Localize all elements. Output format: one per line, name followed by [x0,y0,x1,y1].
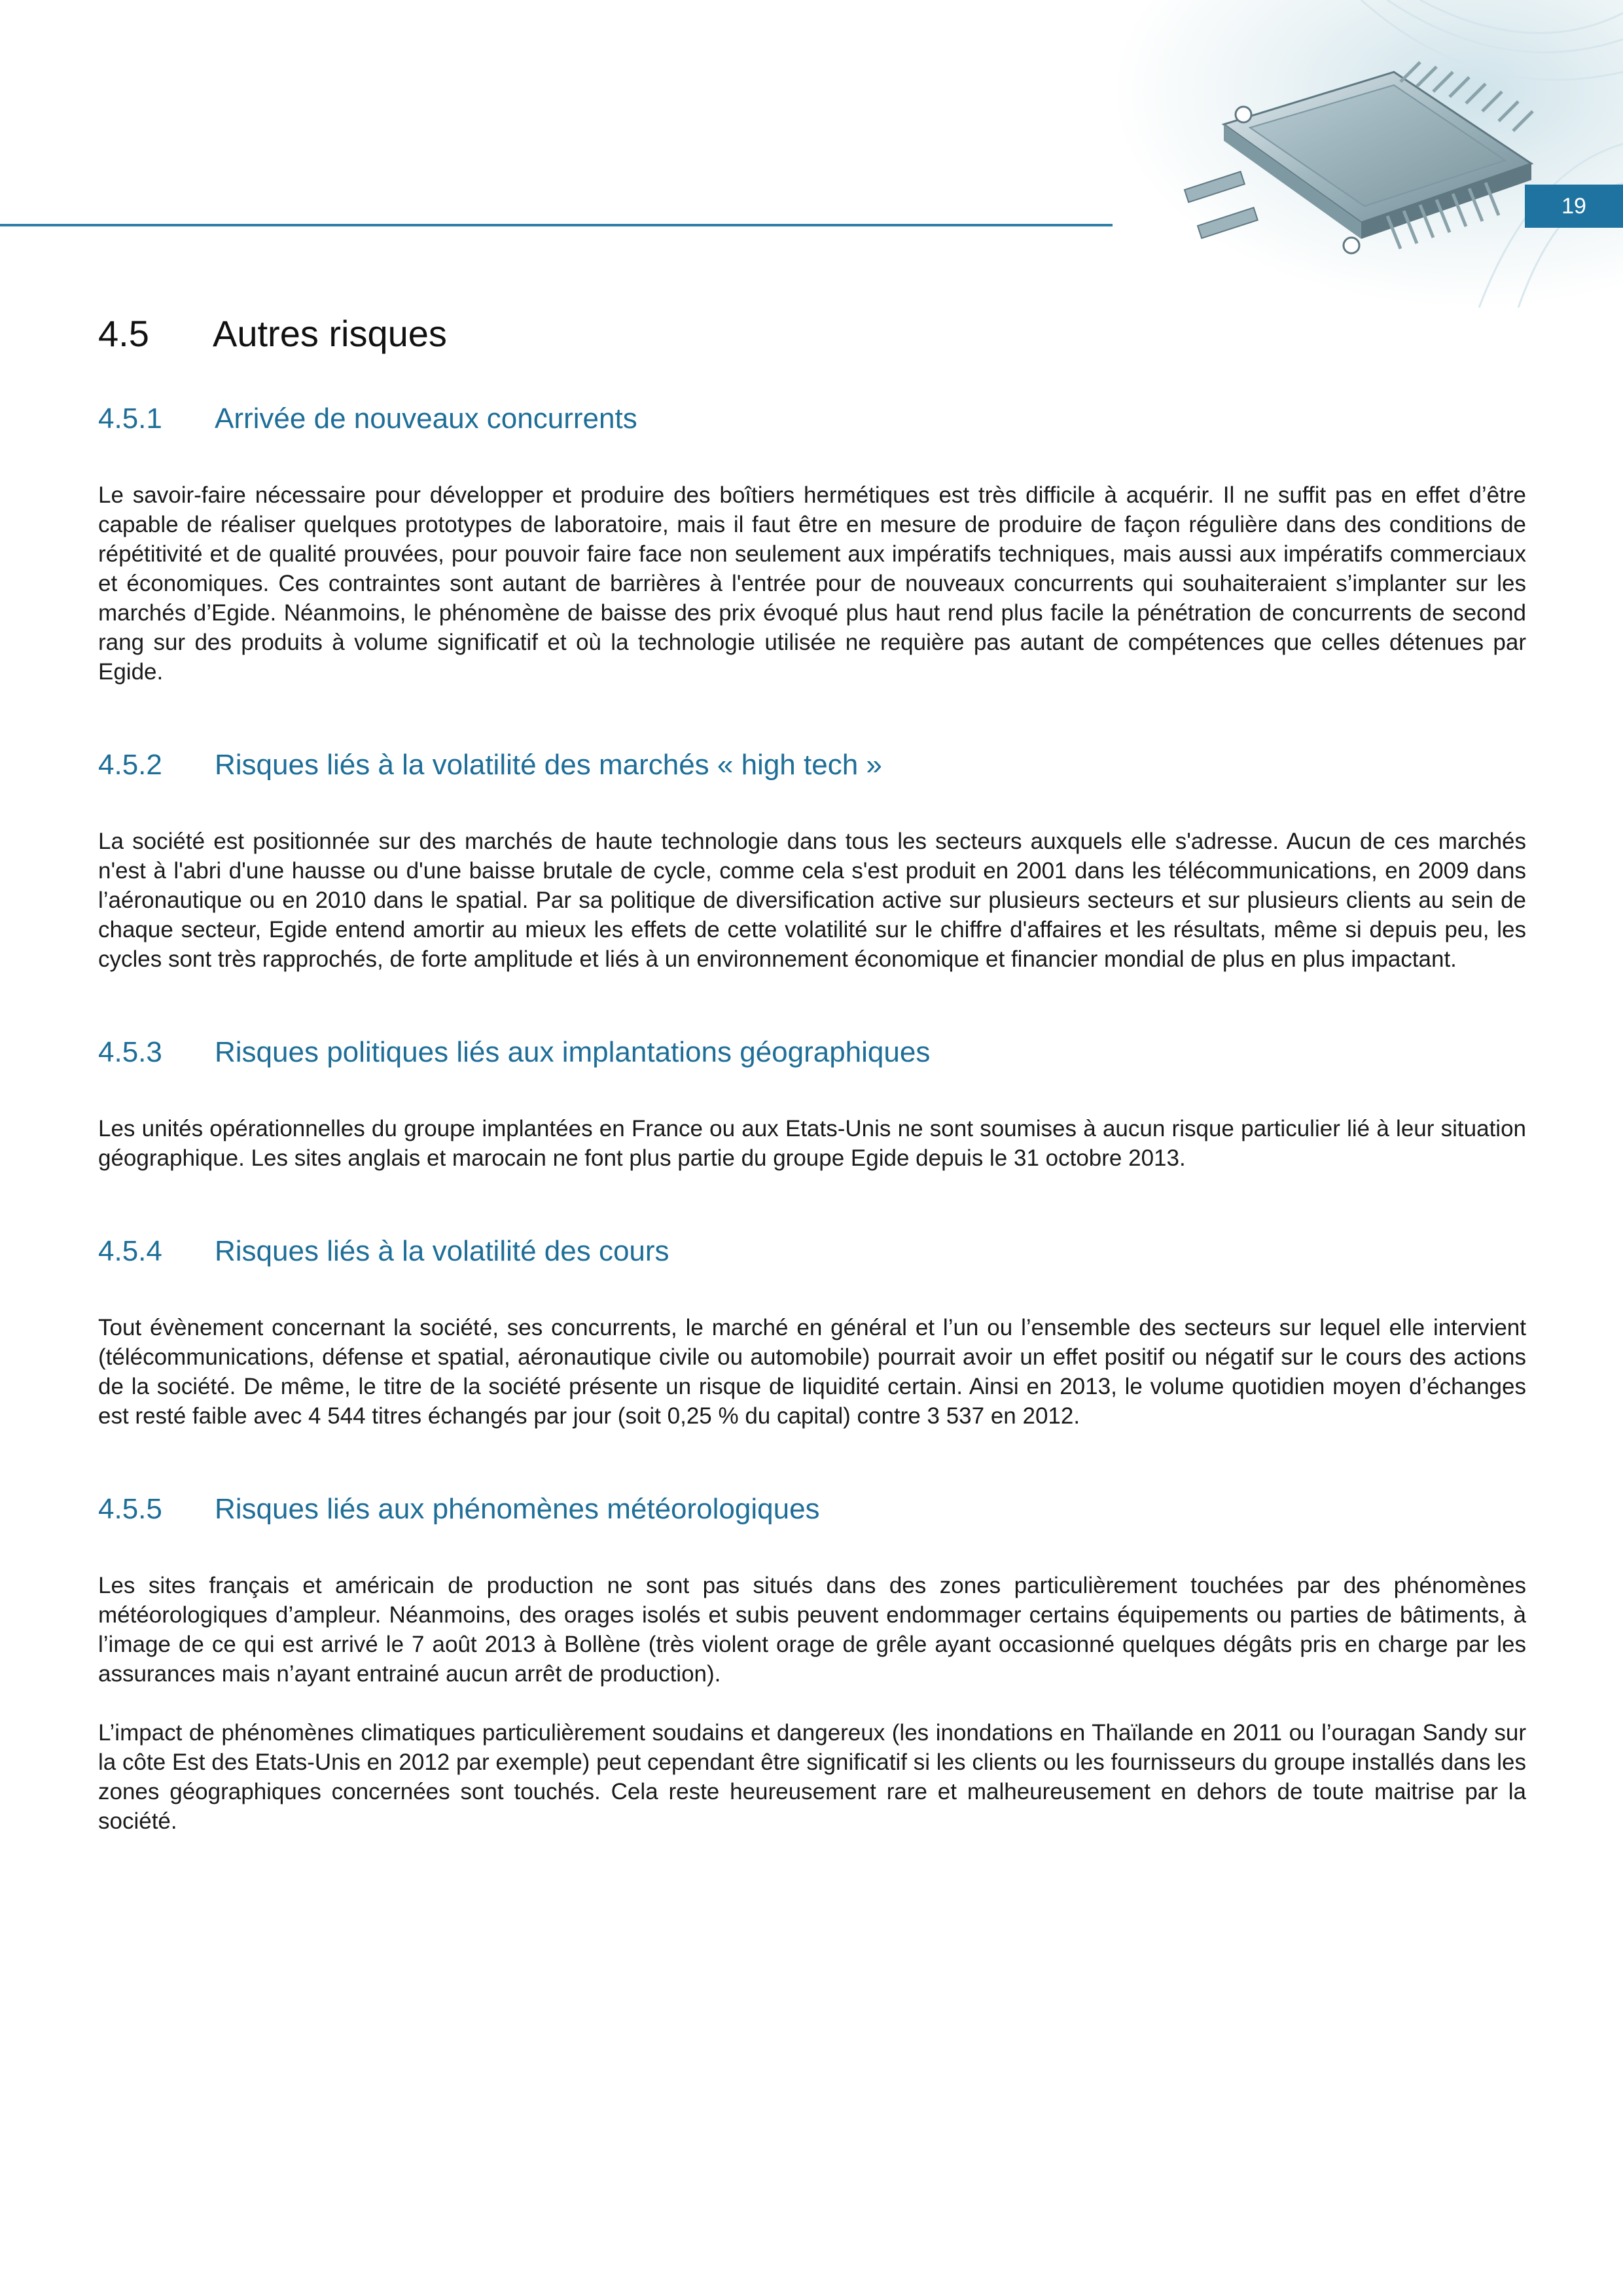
page-number: 19 [1525,185,1623,228]
subsection-title: Risques politiques liés aux implantations géographiques [215,1036,931,1068]
paragraph: Les unités opérationnelles du groupe implantées en France ou aux Etats-Unis ne sont soumises à aucun risque particulier lié à leur situation géographique. Les sites anglais et marocain ne font plus partie du groupe Egide depuis le 31 octobre 2013. [98,1116,1526,1171]
paragraph: Tout évènement concernant la société, ses concurrents, le marché en général et l’un ou l’ensemble des secteurs sur lequel elle intervient (télécommunications, défense et spatial, aéronautique civile ou automobile) pourrait avoir un effet positif ou négatif sur le cours des actions de la société. De même, le titre de la société présente un risque de liquidité certain. Ainsi en 2013, le volume quotidien moyen d’échanges est resté faible avec 4 544 titres échangés par jour (soit 0,25 % du capital) contre 3 537 en 2012. [98,1315,1526,1429]
header-rule [0,224,1114,226]
page-content [98,308,1526,1895]
subsection-heading [98,1232,1526,1271]
subsection-heading [98,745,1526,785]
paragraph: Les sites français et américain de production ne sont pas situés dans des zones particulièrement touchées par des phénomènes météorologiques d’ampleur. Néanmoins, des orages isolés et subis peuvent endommager certains équipements ou parties de bâtiments, à l’image de ce qui est arrivé le 7 août 2013 à Bollène (très violent orage de grêle ayant occasionné quelques dégâts pris en charge par les assurances mais n’ayant entrainé aucun arrêt de production). [98,1573,1526,1687]
subsection-heading [98,1490,1526,1529]
paragraph: La société est positionnée sur des marchés de haute technologie dans tous les secteurs auxquels elle s'adresse. Aucun de ces marchés n'est à l'abri d'une hausse ou d'une baisse brutale de cycle, comme cela s'est produit en 2001 dans les télécommunications, en 2009 dans l’aéronautique ou en 2010 dans le spatial. Par sa politique de diversification active sur plusieurs secteurs et sur plusieurs clients au sein de chaque secteur, Egide entend amortir au mieux les effets de cette volatilité sur le chiffre d'affaires et les résultats, même si depuis peu, les cycles sont très rapprochés, de forte amplitude et liés à un environnement économique et financier mondial de plus en plus impactant. [98,829,1526,972]
subsection-number: 4.5.1 [98,403,162,435]
subsection-heading [98,399,1526,439]
subsection-title: Risques liés à la volatilité des cours [215,1235,669,1267]
paragraph: Le savoir-faire nécessaire pour développer et produire des boîtiers hermétiques est très difficile à acquérir. Il ne suffit pas en effet d’être capable de réaliser quelques prototypes de laboratoire, mais il faut être en mesure de produire de façon régulière dans des conditions de répétitivité et de qualité prouvées, pour pouvoir faire face non seulement aux impératifs techniques, mais aussi aux impératifs commerciaux et économiques. Ces contraintes sont autant de barrières à l'entrée pour de nouveaux concurrents qui souhaiteraient s’implanter sur les marchés d’Egide. Néanmoins, le phénomène de baisse des prix évoqué plus haut rend plus facile la pénétration de concurrents de second rang sur des produits à volume significatif et où la technologie utilisée ne requière pas autant de compétences que celles détenues par Egide. [98,482,1526,685]
hermetic-package-illustration [1113,0,1623,308]
subsection-number: 4.5.2 [98,749,162,781]
subsection-number: 4.5.4 [98,1235,162,1267]
section-heading [98,308,1526,360]
subsection-number: 4.5.3 [98,1036,162,1068]
subsection-title: Risques liés à la volatilité des marchés « high tech » [215,749,882,781]
paragraph: L’impact de phénomènes climatiques particulièrement soudains et dangereux (les inondations en Thaïlande en 2011 ou l’ouragan Sandy sur la côte Est des Etats-Unis en 2012 par exemple) peut cependant être significatif si les clients ou les fournisseurs du groupe installés dans les zones géographiques concernées sont touchés. Cela reste heureusement rare et malheureusement en dehors de toute maitrise par la société. [98,1720,1526,1834]
subsection-heading [98,1033,1526,1072]
subsection-title: Risques liés aux phénomènes météorologiques [215,1493,820,1525]
subsection-title: Arrivée de nouveaux concurrents [215,403,637,435]
section-title: Autres risques [213,313,447,354]
section-number: 4.5 [98,313,149,354]
subsection-number: 4.5.5 [98,1493,162,1525]
